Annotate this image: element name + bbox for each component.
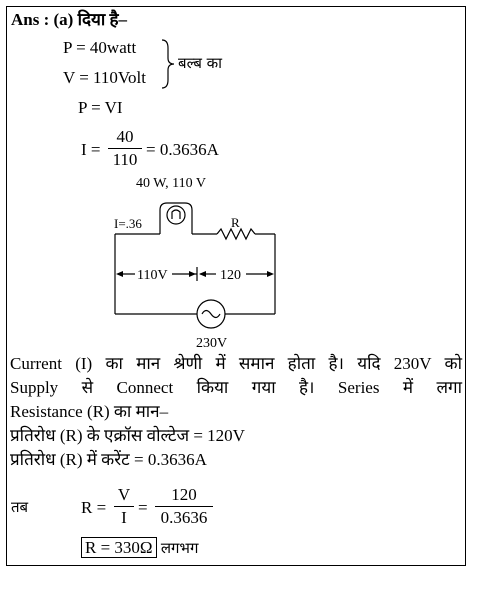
bulb-label: बल्ब का	[178, 54, 223, 72]
ohm-law-fraction	[114, 485, 134, 528]
explanation-line-1: Current (I) का मान श्रेणी में समान होता है। यदि 230V को	[10, 354, 462, 373]
circuit-diagram	[100, 175, 290, 355]
explanation-line-5: प्रतिरोध (R) में करेंट = 0.3636A	[10, 450, 207, 469]
ohm-denominator: I	[121, 508, 127, 527]
source-voltage-label: 230V	[196, 336, 228, 351]
bulb-rating: 40 W, 110 V	[136, 176, 207, 191]
result-box: R = 330Ω	[81, 537, 157, 558]
resistor-voltage-label: 120	[220, 268, 241, 283]
ans-label: Ans :	[11, 10, 50, 29]
current-lhs: I =	[81, 140, 101, 159]
resistance-lhs: R =	[81, 498, 107, 517]
curly-brace	[160, 38, 176, 90]
bulb-circle	[167, 206, 185, 224]
current-denominator: 110	[112, 150, 138, 169]
given-voltage: V = 110Volt	[63, 68, 146, 87]
answer-heading	[11, 10, 127, 30]
equals-sign: =	[138, 498, 148, 517]
explanation-line-3: Resistance (R) का मान–	[10, 402, 169, 421]
value-numerator: 120	[171, 485, 197, 504]
explanation-line-4: प्रतिरोध (R) के एक्रॉस वोल्टेज = 120V	[10, 426, 245, 445]
current-marker: I=.36	[114, 216, 142, 231]
current-fraction	[108, 127, 142, 170]
then-label: तब	[11, 498, 29, 516]
value-denominator: 0.3636	[160, 508, 208, 527]
explanation-paragraph	[10, 352, 462, 472]
ans-option: (a) दिया है–	[53, 10, 128, 29]
ohm-numerator: V	[117, 485, 131, 504]
resistor-zigzag	[217, 229, 255, 239]
current-result: = 0.3636A	[146, 140, 219, 159]
power-formula: P = VI	[78, 98, 123, 117]
final-result	[81, 538, 198, 558]
current-numerator: 40	[116, 127, 134, 146]
approx-label: लगभग	[160, 539, 199, 557]
bulb-voltage-label: 110V	[137, 268, 168, 283]
explanation-line-2: Supply से Connect किया गया है। Series में लगा	[10, 378, 462, 397]
resistor-label: R	[231, 215, 240, 230]
given-power: P = 40watt	[63, 38, 137, 57]
value-fraction	[155, 485, 213, 528]
